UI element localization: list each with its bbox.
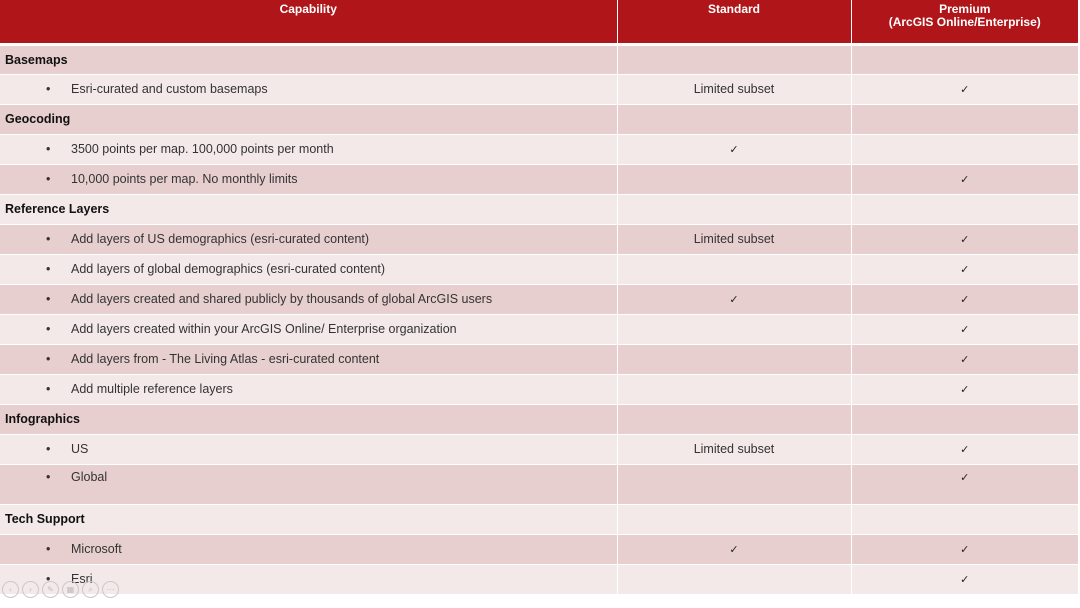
table-row bbox=[0, 224, 1078, 254]
checkmark-icon: ✓ bbox=[960, 444, 970, 456]
capability-cell bbox=[0, 344, 617, 374]
standard-cell bbox=[617, 284, 851, 314]
premium-cell bbox=[851, 504, 1078, 534]
premium-cell bbox=[851, 374, 1078, 404]
capability-label: Esri-curated and custom basemaps bbox=[71, 82, 268, 96]
capability-cell bbox=[0, 434, 617, 464]
capability-cell bbox=[0, 164, 617, 194]
bullet-icon: • bbox=[46, 142, 51, 156]
bullet-icon: • bbox=[46, 82, 51, 96]
checkmark-icon: ✓ bbox=[960, 234, 970, 246]
standard-cell bbox=[617, 134, 851, 164]
capability-label: Esri bbox=[71, 572, 93, 586]
standard-cell bbox=[617, 224, 851, 254]
standard-value: Limited subset bbox=[693, 82, 775, 96]
standard-cell bbox=[617, 44, 851, 74]
premium-cell bbox=[851, 74, 1078, 104]
checkmark-icon: ✓ bbox=[729, 294, 739, 306]
capability-label: Add multiple reference layers bbox=[71, 382, 233, 396]
checkmark-icon: ✓ bbox=[960, 471, 970, 484]
bullet-icon: • bbox=[46, 262, 51, 276]
premium-cell bbox=[851, 134, 1078, 164]
bullet-icon: • bbox=[46, 572, 51, 586]
checkmark-icon: ✓ bbox=[960, 84, 970, 96]
premium-cell bbox=[851, 564, 1078, 594]
table-row bbox=[0, 314, 1078, 344]
standard-cell bbox=[617, 434, 851, 464]
bullet-icon: • bbox=[46, 322, 51, 336]
checkmark-icon: ✓ bbox=[960, 354, 970, 366]
checkmark-icon: ✓ bbox=[960, 544, 970, 556]
premium-cell bbox=[851, 464, 1078, 504]
capability-label: Add layers from - The Living Atlas - esri-curated content bbox=[71, 352, 380, 366]
table-row bbox=[0, 254, 1078, 284]
premium-cell bbox=[851, 194, 1078, 224]
standard-cell bbox=[617, 564, 851, 594]
bullet-icon: • bbox=[46, 352, 51, 366]
standard-cell bbox=[617, 534, 851, 564]
next-slide-icon[interactable]: › bbox=[22, 581, 39, 598]
bullet-icon: • bbox=[46, 542, 51, 556]
capability-label: Add layers of US demographics (esri-curated content) bbox=[71, 232, 370, 246]
premium-cell bbox=[851, 224, 1078, 254]
checkmark-icon: ✓ bbox=[960, 264, 970, 276]
header-premium bbox=[851, 0, 1078, 44]
capability-cell bbox=[0, 74, 617, 104]
section-title: Infographics bbox=[0, 404, 617, 434]
section-title: Basemaps bbox=[0, 44, 617, 74]
capability-label: Add layers created and shared publicly by thousands of global ArcGIS users bbox=[71, 292, 493, 306]
section-title: Tech Support bbox=[0, 504, 617, 534]
capability-label: 10,000 points per map. No monthly limits bbox=[71, 172, 298, 186]
bullet-icon: • bbox=[46, 232, 51, 246]
checkmark-icon: ✓ bbox=[960, 574, 970, 586]
standard-cell bbox=[617, 254, 851, 284]
section-row bbox=[0, 194, 1078, 224]
premium-cell bbox=[851, 164, 1078, 194]
table-row bbox=[0, 164, 1078, 194]
zoom-icon[interactable]: ⌕ bbox=[82, 581, 99, 598]
table-row bbox=[0, 374, 1078, 404]
table-row bbox=[0, 564, 1078, 594]
capability-cell bbox=[0, 134, 617, 164]
table-row bbox=[0, 534, 1078, 564]
standard-cell bbox=[617, 164, 851, 194]
capability-cell bbox=[0, 254, 617, 284]
standard-cell bbox=[617, 194, 851, 224]
capability-cell bbox=[0, 374, 617, 404]
capability-label: Global bbox=[71, 469, 108, 484]
table-row bbox=[0, 344, 1078, 374]
standard-value: Limited subset bbox=[693, 232, 775, 246]
header-premium-title: Premium bbox=[939, 2, 991, 16]
checkmark-icon: ✓ bbox=[960, 324, 970, 336]
pen-icon[interactable]: ✎ bbox=[42, 581, 59, 598]
checkmark-icon: ✓ bbox=[729, 544, 739, 556]
premium-cell bbox=[851, 314, 1078, 344]
header-capability: Capability bbox=[0, 0, 617, 44]
standard-cell bbox=[617, 344, 851, 374]
table-row bbox=[0, 134, 1078, 164]
capability-label: US bbox=[71, 442, 89, 456]
capability-label: Add layers created within your ArcGIS Online/ Enterprise organization bbox=[71, 322, 457, 336]
bullet-icon: • bbox=[46, 442, 51, 456]
premium-cell bbox=[851, 284, 1078, 314]
table-row bbox=[0, 74, 1078, 104]
slide-controls bbox=[2, 581, 119, 598]
checkmark-icon: ✓ bbox=[729, 144, 739, 156]
standard-cell bbox=[617, 464, 851, 504]
standard-cell bbox=[617, 504, 851, 534]
checkmark-icon: ✓ bbox=[960, 174, 970, 186]
capability-label: 3500 points per map. 100,000 points per month bbox=[71, 142, 334, 156]
capability-cell bbox=[0, 314, 617, 344]
section-row bbox=[0, 104, 1078, 134]
header-premium-subtitle: (ArcGIS Online/Enterprise) bbox=[888, 15, 1041, 29]
premium-cell bbox=[851, 44, 1078, 74]
bullet-icon: • bbox=[46, 382, 51, 396]
capability-cell bbox=[0, 464, 617, 504]
standard-value: Limited subset bbox=[693, 442, 775, 456]
slides-icon[interactable]: ▦ bbox=[62, 581, 79, 598]
premium-cell bbox=[851, 404, 1078, 434]
standard-cell bbox=[617, 104, 851, 134]
header-standard: Standard bbox=[617, 0, 851, 44]
capability-cell bbox=[0, 284, 617, 314]
section-row bbox=[0, 504, 1078, 534]
premium-cell bbox=[851, 534, 1078, 564]
capability-label: Add layers of global demographics (esri-curated content) bbox=[71, 262, 386, 276]
more-options-icon[interactable]: ⋯ bbox=[102, 581, 119, 598]
premium-cell bbox=[851, 104, 1078, 134]
premium-cell bbox=[851, 254, 1078, 284]
standard-cell bbox=[617, 404, 851, 434]
bullet-icon: • bbox=[46, 172, 51, 186]
capability-cell bbox=[0, 224, 617, 254]
previous-slide-icon[interactable]: ‹ bbox=[2, 581, 19, 598]
standard-cell bbox=[617, 314, 851, 344]
table-row bbox=[0, 464, 1078, 504]
checkmark-icon: ✓ bbox=[960, 384, 970, 396]
section-title: Reference Layers bbox=[0, 194, 617, 224]
premium-cell bbox=[851, 434, 1078, 464]
capability-cell bbox=[0, 534, 617, 564]
checkmark-icon: ✓ bbox=[960, 294, 970, 306]
bullet-icon: • bbox=[46, 469, 51, 484]
section-title: Geocoding bbox=[0, 104, 617, 134]
header-row bbox=[0, 0, 1078, 44]
premium-cell bbox=[851, 344, 1078, 374]
section-row bbox=[0, 404, 1078, 434]
standard-cell bbox=[617, 374, 851, 404]
table-row bbox=[0, 434, 1078, 464]
standard-cell bbox=[617, 74, 851, 104]
section-row bbox=[0, 44, 1078, 74]
bullet-icon: • bbox=[46, 292, 51, 306]
table-row bbox=[0, 284, 1078, 314]
capability-label: Microsoft bbox=[71, 542, 122, 556]
